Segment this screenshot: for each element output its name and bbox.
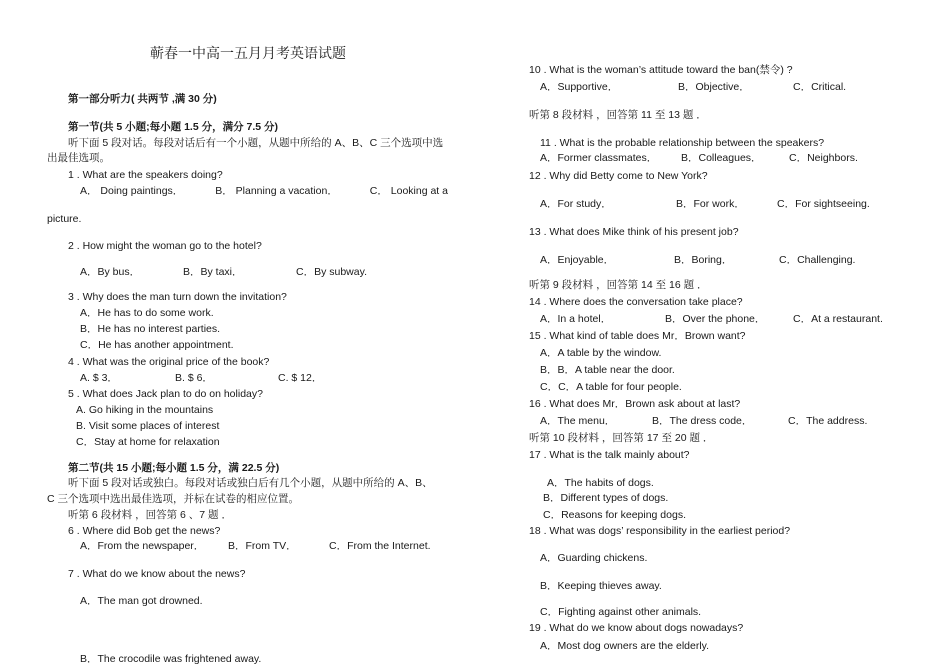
question-17: 17 . What is the talk mainly about? [529,449,690,461]
option-a[interactable]: A．Supportive． [540,81,619,93]
section1-instruction-cont: 出最佳选项。 [47,152,110,164]
option-a[interactable]: A．By bus． [80,266,141,278]
material-9-heading: 听第 9 段材料 ，回答第 14 至 16 题 ． [529,279,708,291]
option-b[interactable]: B．By taxi． [183,266,243,278]
option-b[interactable]: B．Keeping thieves away. [540,580,662,592]
question-13: 13 . What does Mike think of his present job? [529,226,739,238]
question-1-options [80,185,448,198]
section1-instruction: 听下面 5 段对话。每段对话后有一个小题，从题中所给的 A、B、C 三个选项中选 [68,137,444,149]
option-a[interactable]: A．Guarding chickens. [540,552,648,564]
option-c[interactable]: C．Challenging. [779,254,856,266]
question-5: 5 . What does Jack plan to do on holiday? [68,388,263,400]
page-title: 蕲春一中高一五月月考英语试题 [150,46,346,62]
option-c[interactable]: C．He has another appointment. [80,339,234,351]
section2-instruction-cont: C 三个选项中选出最佳选项，并标在试卷的相应位置。 [47,493,299,505]
question-4: 4 . What was the original price of the book? [68,356,270,368]
material-8-heading: 听第 8 段材料 ，回答第 11 至 13 题 ． [529,109,707,121]
option-b[interactable]: B． Planning a vacation． [215,185,338,197]
option-b[interactable]: B．B．A table near the door. [540,364,675,376]
question-11: 11 . What is the probable relationship between the speakers? [540,137,825,149]
option-c[interactable]: C．For sightseeing. [777,198,870,210]
option-c[interactable]: C．The address. [788,415,868,427]
option-a[interactable]: A. $ 3． [80,372,118,384]
option-a[interactable]: A．The menu． [540,415,616,427]
part1-heading: 第一部分听力( 共两节 ,满 30 分) [68,93,217,105]
section1-heading: 第一节(共 5 小题;每小题 1.5 分，满分 7.5 分) [68,121,279,133]
question-15: 15 . What kind of table does Mr．Brown want? [529,330,746,342]
option-c[interactable]: C．Critical. [793,81,847,93]
option-c[interactable]: C．Fighting against other animals. [540,606,702,618]
option-b[interactable]: B．Boring． [674,254,733,266]
option-a[interactable]: A． Doing paintings． [80,185,184,197]
option-a[interactable]: A．Most dog owners are the elderly. [540,640,710,652]
option-a[interactable]: A．Enjoyable． [540,254,615,266]
option-a[interactable]: A．He has to do some work. [80,307,214,319]
option-a[interactable]: A．Former classmates． [540,152,658,164]
option-c[interactable]: C．From the Internet. [329,540,431,552]
option-a[interactable]: A．The man got drowned. [80,595,203,607]
option-b[interactable]: B．He has no interest parties. [80,323,221,335]
option-c[interactable]: C． Looking at a [369,185,448,197]
option-c[interactable]: C．Stay at home for relaxation [76,436,220,448]
option-a[interactable]: A．The habits of dogs. [547,477,654,489]
option-a[interactable]: A．For study． [540,198,612,210]
option-b[interactable]: B．Colleagues． [681,152,762,164]
question-12: 12 . Why did Betty come to New York? [529,170,708,182]
question-10: 10 . What is the woman’s attitude toward the ban(禁令) ? [529,64,793,76]
option-b[interactable]: B．The crocodile was frightened away. [80,653,262,665]
option-b[interactable]: B. $ 6． [175,372,213,384]
question-14: 14 . Where does the conversation take place? [529,296,743,308]
material-10-heading: 听第 10 段材料 ，回答第 17 至 20 题 ． [529,432,714,444]
option-a[interactable]: A．In a hotel． [540,313,612,325]
question-1-option-c-cont: picture. [47,213,82,225]
option-a[interactable]: A. Go hiking in the mountains [76,404,214,416]
question-18: 18 . What was dogs’ responsibility in the earliest period? [529,525,791,537]
option-c[interactable]: C．At a restaurant. [793,313,883,325]
option-c[interactable]: C．By subway. [296,266,367,278]
option-c[interactable]: C．Reasons for keeping dogs. [543,509,686,521]
option-b[interactable]: B．For work． [676,198,745,210]
question-6: 6 . Where did Bob get the news? [68,525,221,537]
question-7: 7 . What do we know about the news? [68,568,246,580]
option-c[interactable]: C. $ 12． [278,372,323,384]
question-16: 16 . What does Mr．Brown ask about at last? [529,398,741,410]
question-2: 2 . How might the woman go to the hotel? [68,240,262,252]
question-3: 3 . Why does the man turn down the invitation? [68,291,287,303]
option-b[interactable]: B．Different types of dogs. [543,492,669,504]
option-b[interactable]: B. Visit some places of interest [76,420,220,432]
material-6-heading: 听第 6 段材料 ，回答第 6 、7 题 ． [68,509,232,521]
section2-heading: 第二节(共 15 小题;每小题 1.5 分，满 22.5 分) [68,462,280,474]
option-b[interactable]: B．The dress code． [652,415,753,427]
option-a[interactable]: A．From the newspaper． [80,540,205,552]
section2-instruction: 听下面 5 段对话或独白。每段对话或独白后有几个小题，从题中所给的 A、B、 [68,477,433,489]
option-a[interactable]: A．A table by the window. [540,347,662,359]
option-c[interactable]: C．Neighbors. [789,152,858,164]
question-1: 1 . What are the speakers doing? [68,169,223,181]
option-b[interactable]: B．Objective． [678,81,750,93]
option-b[interactable]: B．From TV． [228,540,297,552]
option-c[interactable]: C．C．A table for four people. [540,381,682,393]
option-b[interactable]: B．Over the phone． [665,313,766,325]
question-19: 19 . What do we know about dogs nowadays? [529,622,744,634]
